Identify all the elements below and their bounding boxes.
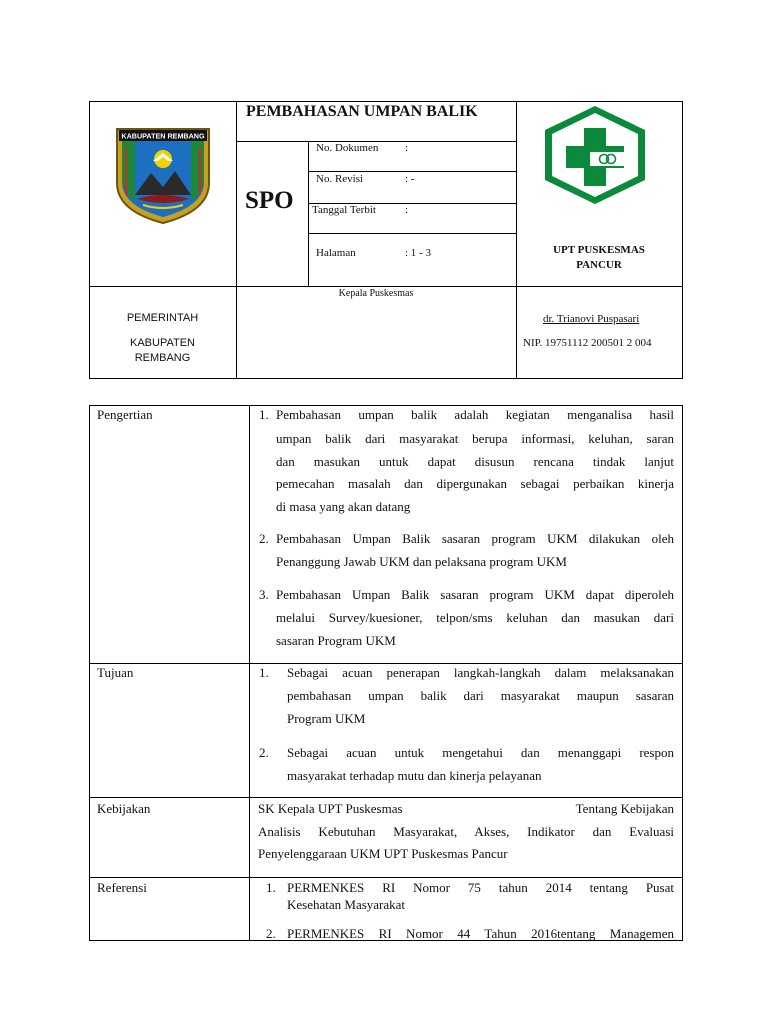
logo-left-text: KABUPATEN REMBANG [121,131,205,141]
gov-line2: KABUPATEN [130,337,195,349]
field-no-revisi-label: No. Revisi [316,173,364,185]
label-referensi: Referensi [97,880,147,895]
referensi-item-1-line: Kesehatan Masyarakat [287,897,406,912]
referensi-item-1-line: PERMENKES RI Nomor 75 tahun 2014 tentang Pusat [287,880,674,895]
tujuan-item-1-num: 1. [259,665,269,680]
pengertian-item-3-line: melalui Survey/kuesioner, telpon/sms keluhan dan masukan dari [276,610,674,625]
field-tanggal-terbit-value: : [405,204,409,216]
pengertian-item-1-line: umpan balik dari masyarakat berupa informasi, keluhan, saran [276,431,674,446]
gov-line1: PEMERINTAH [126,312,199,324]
pengertian-item-1-line: Pembahasan umpan balik adalah kegiatan menganalisa hasil [276,407,674,422]
tujuan-item-2-line: masyarakat terhadap mutu dan kinerja pelayanan [287,768,542,783]
kebijakan-line2: Analisis Kebutuhan Masyarakat, Akses, Indikator dan Evaluasi [258,824,674,839]
label-tujuan: Tujuan [97,665,134,680]
tujuan-item-1-line: pembahasan umpan balik dari masyarakat maupun sasaran [287,688,674,703]
pengertian-item-3-line: sasaran Program UKM [276,633,396,648]
referensi-item-1-num: 1. [266,880,276,895]
field-no-revisi-value: : - [405,173,415,185]
pengertian-item-2-line: Pembahasan Umpan Balik sasaran program UKM dilakukan oleh [276,531,674,546]
spo-label: SPO [245,187,294,214]
kabupaten-rembang-logo [113,125,213,225]
field-halaman-label: Halaman [316,247,356,259]
kebijakan-line1-right: Tentang Kebijakan [575,801,674,816]
field-no-dokumen-value: : [405,142,409,154]
gov-line3: REMBANG [134,352,191,364]
field-no-dokumen-label: No. Dokumen [316,142,379,154]
pengertian-item-2-num: 2. [259,531,269,546]
referensi-item-2-num: 2. [266,926,276,941]
tujuan-item-2-line: Sebagai acuan untuk mengetahui dan menanggapi respon [287,745,674,760]
org-name-line1: UPT PUSKESMAS [553,244,645,256]
signer-nip: NIP. 19751112 200501 2 004 [523,337,652,349]
pengertian-item-1-line: dan masukan untuk dapat disusun rencana tindak lanjut [276,454,674,469]
pengertian-item-3-line: Pembahasan Umpan Balik sasaran program UKM dapat diperoleh [276,587,674,602]
document-title: PEMBAHASAN UMPAN BALIK [246,103,478,120]
pengertian-item-3-num: 3. [259,587,269,602]
tujuan-item-1-line: Program UKM [287,711,366,726]
puskesmas-logo [542,104,648,206]
kebijakan-line3: Penyelenggaraan UKM UPT Puskesmas Pancur [258,846,508,861]
pengertian-item-1-line: pemecahan masalah dan dipergunakan sebagai perbaikan kinerja [276,476,674,491]
org-name-line2: PANCUR [576,259,622,271]
kebijakan-line1-left: SK Kepala UPT Puskesmas [258,801,403,816]
pengertian-item-1-line: di masa yang akan datang [276,499,411,514]
label-kebijakan: Kebijakan [97,801,151,816]
field-halaman-value: : 1 - 3 [405,247,431,259]
signer-name: dr. Trianovi Puspasari [543,313,640,325]
tujuan-item-2-num: 2. [259,745,269,760]
signer-title: Kepala Puskesmas [338,288,414,299]
referensi-item-2-line: PERMENKES RI Nomor 44 Tahun 2016tentang Managemen [287,926,674,941]
field-tanggal-terbit-label: Tanggal Terbit [312,204,376,216]
tujuan-item-1-line: Sebagai acuan penerapan langkah-langkah dalam melaksanakan [287,665,674,680]
pengertian-item-2-line: Penanggung Jawab UKM dan pelaksana program UKM [276,554,567,569]
label-pengertian: Pengertian [97,407,153,422]
pengertian-item-1-num: 1. [259,407,269,422]
